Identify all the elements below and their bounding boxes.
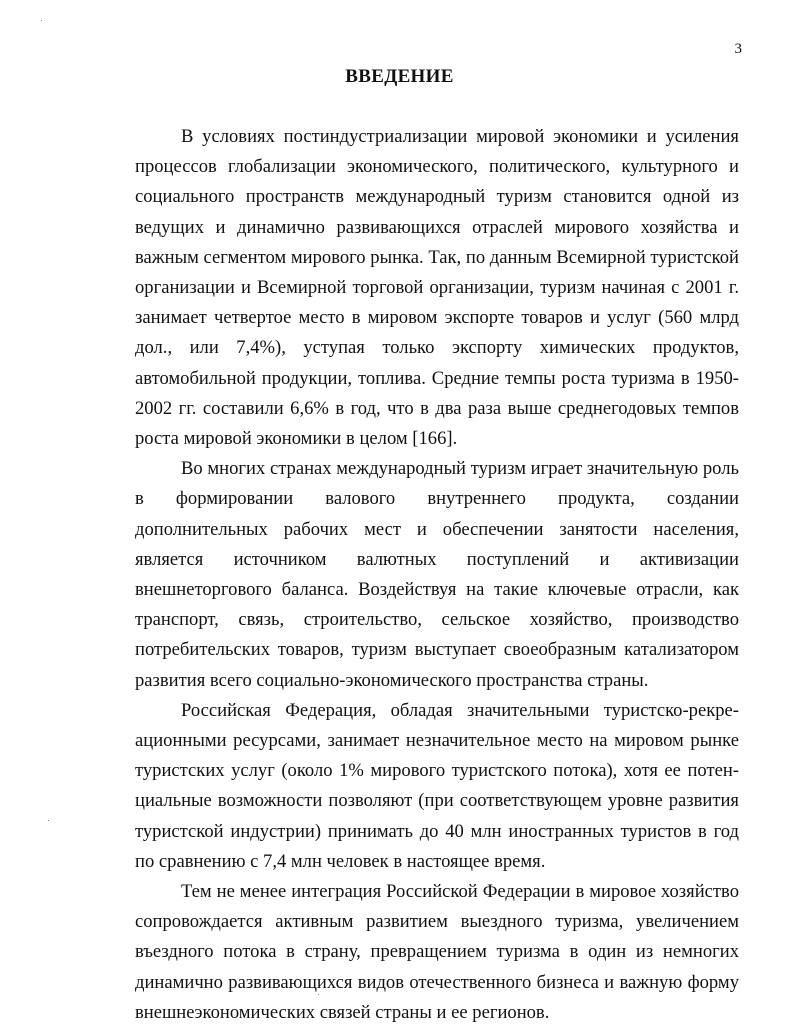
paragraph-4: Тем не менее интеграция Российской Федерации в мировое хозяйство сопровождается активным развитием выездного туризма, увеличением въездного потока в страну, превращением туризма в один из немногих динамично развивающихся видов отечественного бизнеса и важную форму внешнеэкономических связей страны и ее регионов. bbox=[135, 881, 739, 1023]
paragraph-1: В условиях постиндустриализации мировой экономики и усиления процессов глобализации экономического, политического, культурного и социального пространств международный туризм становится одной из ведущих и динамично развивающихся отраслей мирового хозяйства и важным сегментом мирового рынка. Так, по данным Всемирной туристской организации и Всемирной торговой организации, туризм начиная с 2001 г. занимает четвертое место в мировом экспорте товаров и услуг (560 млрд дол., или 7,4%), уступая только экспорту химических продуктов, автомобильной продукции, топлива. Средние темпы роста туризма в 1950-2002 гг. составили 6,6% в год, что в два раза выше среднегодовых темпов роста мировой экономики в целом [166]. bbox=[135, 126, 739, 450]
body-text bbox=[135, 122, 739, 1028]
page-title: ВВЕДЕНИЕ bbox=[345, 66, 454, 87]
scan-speck bbox=[48, 820, 49, 821]
paragraph-3: Российская Федерация, обладая значительными туристско-рекреационными ресурсами, занимает незначительное место на мировом рынке туристских услуг (около 1% мирового туристского потока), хотя ее потенциальные возможности позволяют (при соответствующем уровне развития туристской индустрии) принимать до 40 млн иностранных туристов в год по сравнению с 7,4 млн человек в настоящее время. bbox=[135, 699, 739, 872]
paragraph-2: Во многих странах международный туризм играет значительную роль в формировании валового внутреннего продукта, создании дополнительных рабочих мест и обеспечении занятости населения, является источником валютных поступлений и активизации внешнеторгового баланса. Воздействуя на такие ключевые отрасли, как транспорт, связь, строительство, сельское хозяйство, производство потребительских товаров, туризм выступает своеобразным катализатором развития всего социально-экономического пространства страны. bbox=[135, 458, 739, 691]
page-number: 3 bbox=[734, 41, 742, 57]
scan-speck bbox=[41, 20, 42, 21]
scan-speck bbox=[318, 994, 319, 995]
